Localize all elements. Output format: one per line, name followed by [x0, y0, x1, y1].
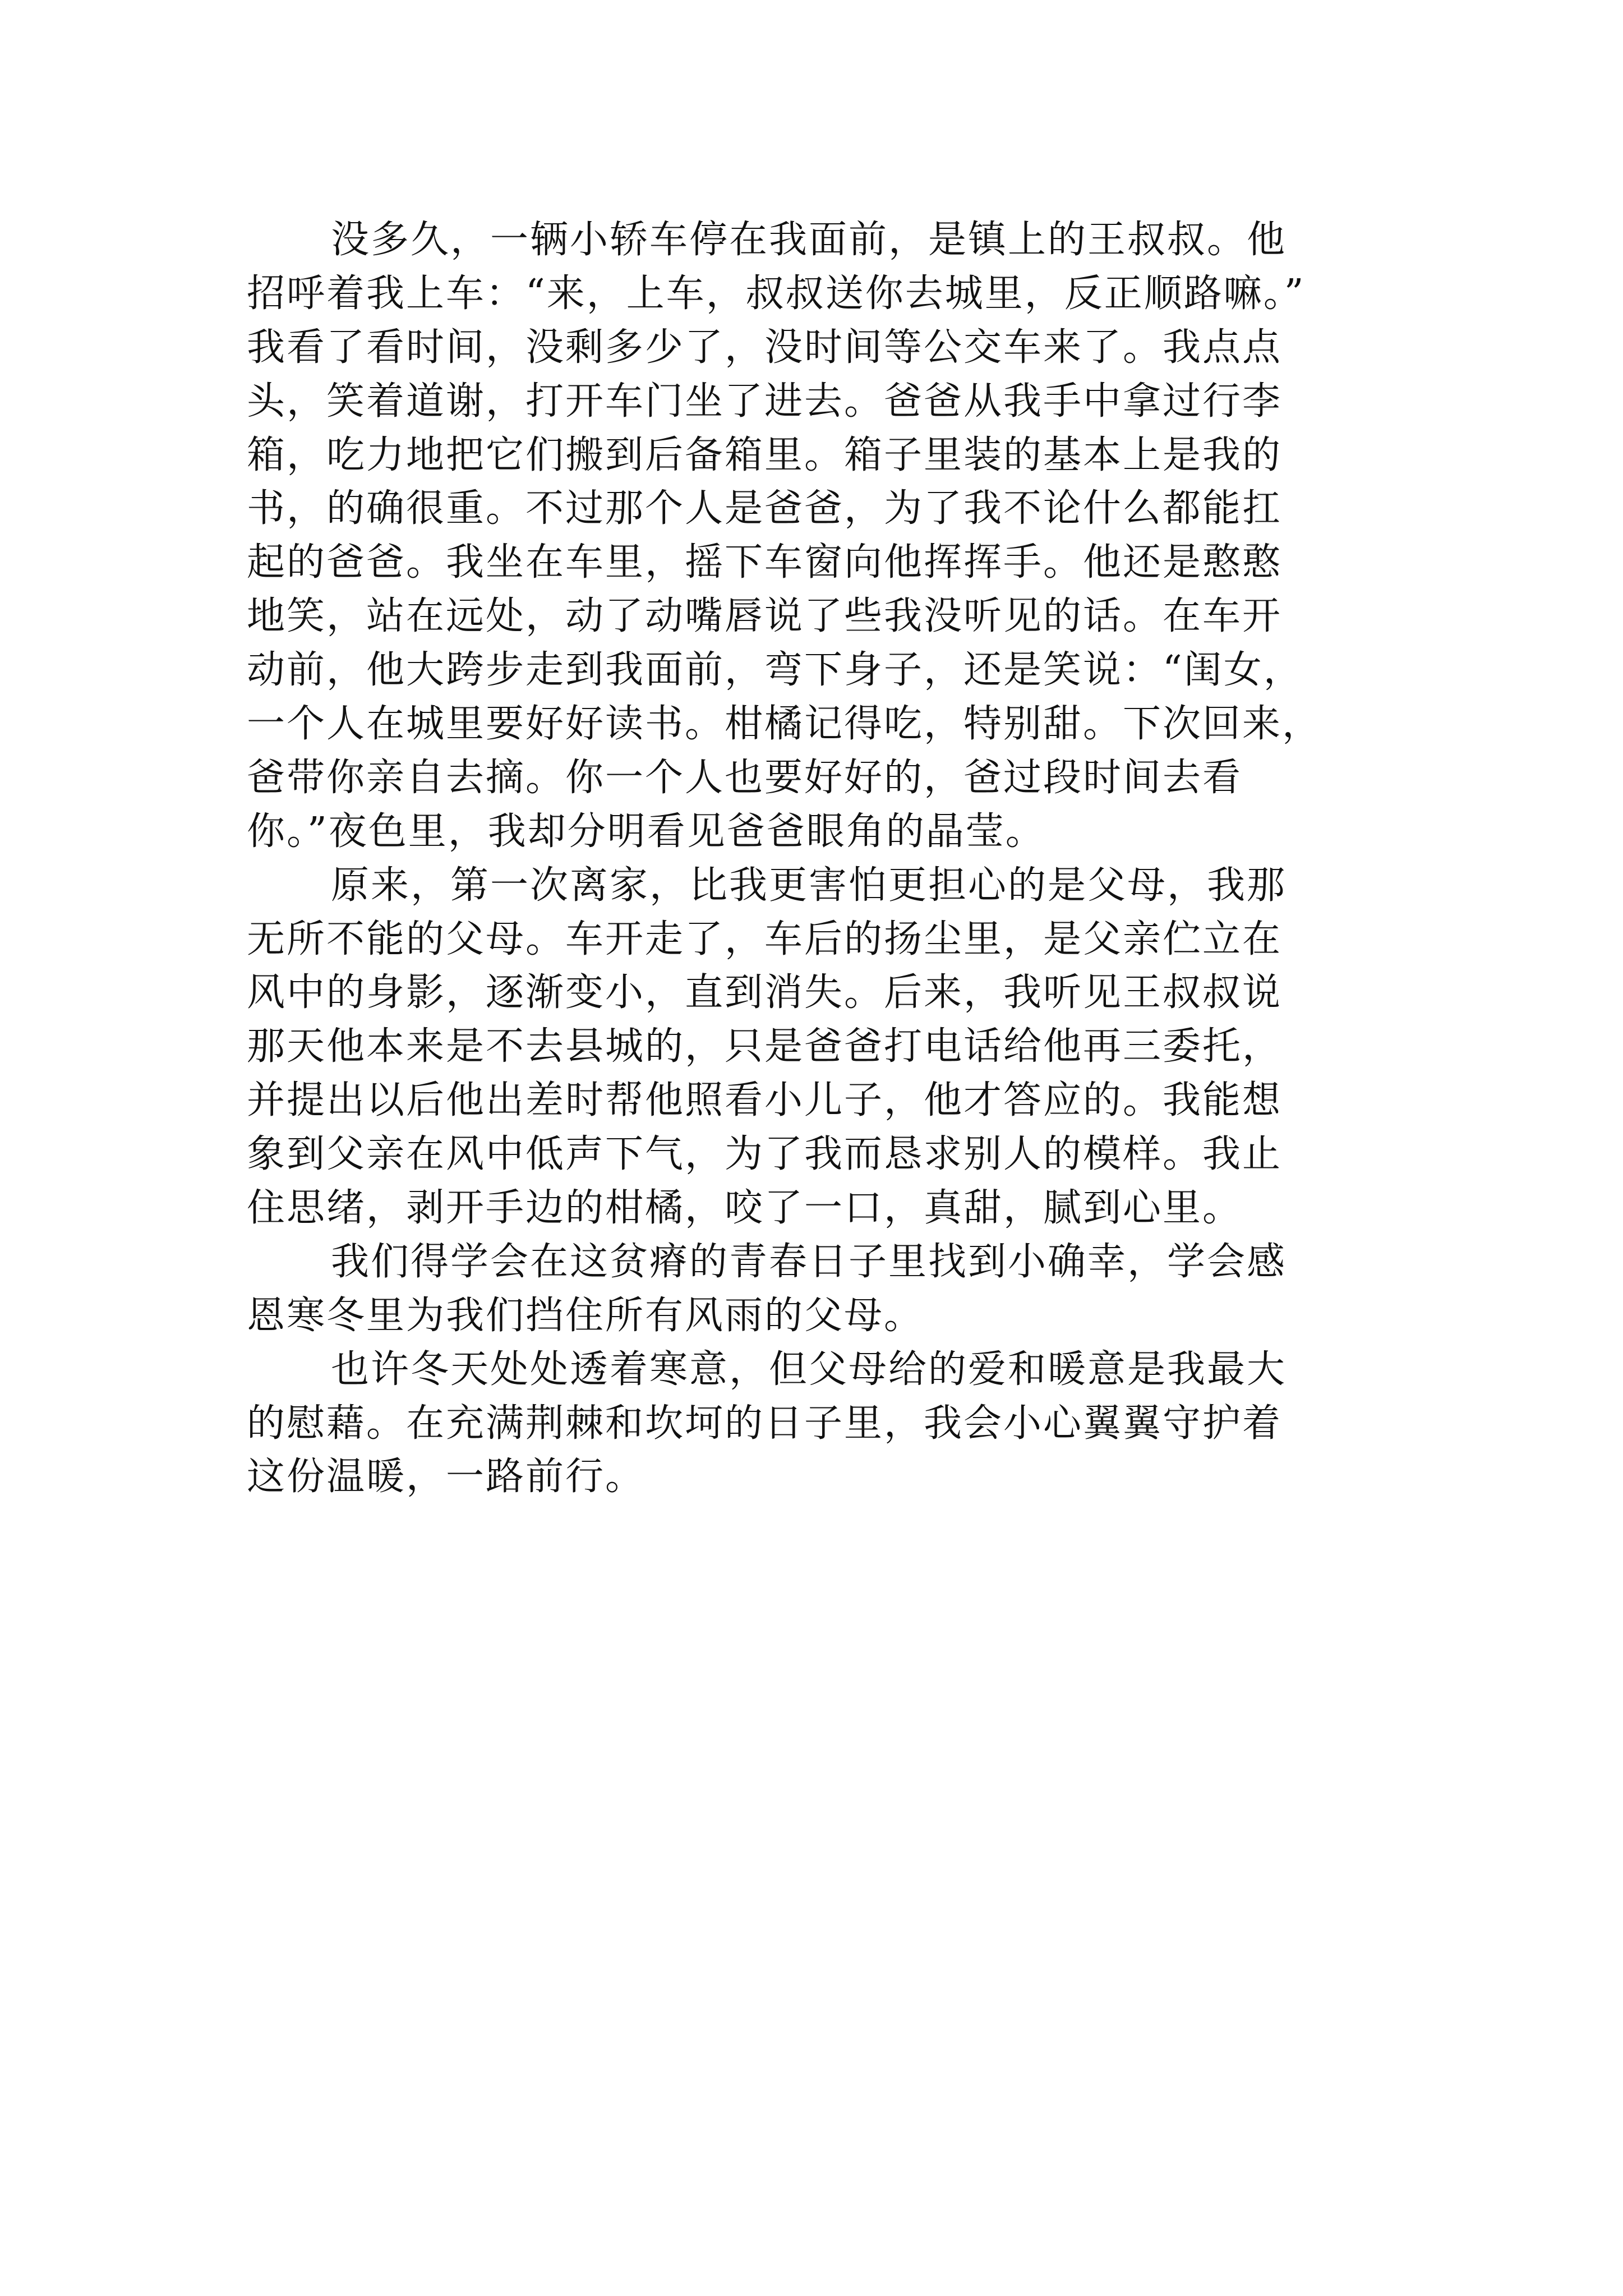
paragraph-2-line-3: 风中的身影，逐渐变小，直到消失。后来，我听见王叔叔说 [247, 970, 1283, 1015]
paragraph-2-line-7: 住思绪，剥开手边的柑橘，咬了一口，真甜，腻到心里。 [247, 1186, 1243, 1231]
paragraph-2-line-6: 象到父亲在风中低声下气，为了我而恳求别人的模样。我止 [247, 1132, 1283, 1177]
paragraph-1-line-9: 动前，他大跨步走到我面前，弯下身子，还是笑说：“闺女， [247, 648, 1303, 693]
paragraph-1-line-8: 地笑，站在远处，动了动嘴唇说了些我没听见的话。在车开 [247, 594, 1283, 639]
paragraph-1-line-10: 一个人在城里要好好读书。柑橘记得吃，特别甜。下次回来， [247, 702, 1322, 747]
paragraph-1-line-1: 没多久，一辆小轿车停在我面前，是镇上的王叔叔。他 [331, 218, 1287, 262]
paragraph-2-line-1: 原来，第一次离家，比我更害怕更担心的是父母，我那 [331, 863, 1287, 908]
paragraph-1-line-4: 头，笑着道谢，打开车门坐了进去。爸爸从我手中拿过行李 [247, 379, 1283, 424]
paragraph-2-line-5: 并提出以后他出差时帮他照看小儿子，他才答应的。我能想 [247, 1078, 1283, 1123]
paragraph-4-line-2: 的慰藉。在充满荆棘和坎坷的日子里，我会小心翼翼守护着 [247, 1401, 1283, 1446]
paragraph-4-line-3: 这份温暖，一路前行。 [247, 1455, 645, 1499]
paragraph-1-line-7: 起的爸爸。我坐在车里，摇下车窗向他挥挥手。他还是憨憨 [247, 540, 1283, 585]
paragraph-2-line-4: 那天他本来是不去县城的，只是爸爸打电话给他再三委托， [247, 1024, 1283, 1069]
paragraph-1-line-5: 箱，吃力地把它们搬到后备箱里。箱子里装的基本上是我的 [247, 432, 1283, 477]
paragraph-3-line-2: 恩寒冬里为我们挡住所有风雨的父母。 [247, 1293, 924, 1338]
paragraph-1-line-6: 书，的确很重。不过那个人是爸爸，为了我不论什么都能扛 [247, 486, 1283, 531]
paragraph-1-line-11: 爸带你亲自去摘。你一个人也要好好的，爸过段时间去看 [247, 755, 1243, 800]
paragraph-1-line-2: 招呼着我上车：“来，上车，叔叔送你去城里，反正顺路嘛。” [247, 271, 1306, 316]
paragraph-1-line-3: 我看了看时间，没剩多少了，没时间等公交车来了。我点点 [247, 325, 1283, 370]
paragraph-1-line-12: 你。”夜色里，我却分明看见爸爸眼角的晶莹。 [247, 809, 1045, 854]
paragraph-4-line-1: 也许冬天处处透着寒意，但父母给的爱和暖意是我最大 [331, 1347, 1287, 1392]
paragraph-3-line-1: 我们得学会在这贫瘠的青春日子里找到小确幸，学会感 [331, 1239, 1287, 1284]
paragraph-2-line-2: 无所不能的父母。车开走了，车后的扬尘里，是父亲伫立在 [247, 917, 1283, 961]
document-body [247, 213, 1391, 1504]
